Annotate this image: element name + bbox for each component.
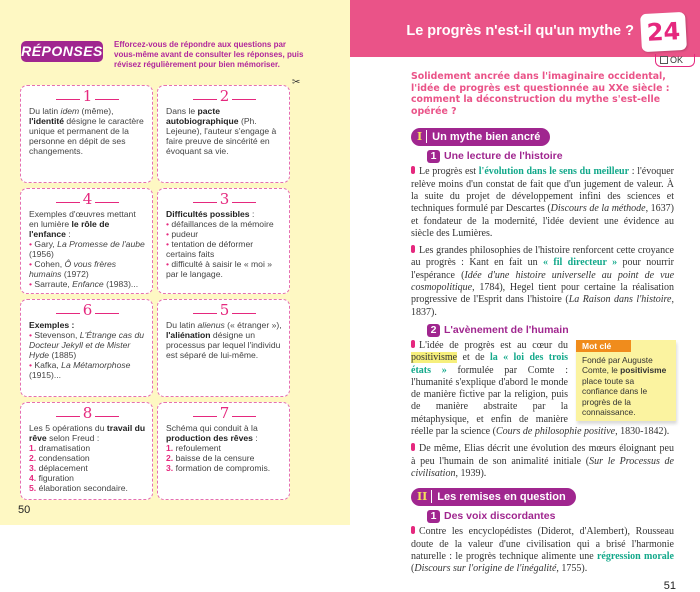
text: Exemples d'œuvres mettant en lumière <box>29 209 136 229</box>
text: selon Freud : <box>46 433 100 443</box>
page-title: Le progrès n'est-il qu'un mythe ? <box>406 23 634 39</box>
bullet-icon <box>411 245 415 253</box>
ok-checkbox[interactable] <box>655 54 695 67</box>
text: Cours de philosophie positive <box>495 426 616 438</box>
text: Stevenson, <box>34 330 80 340</box>
card-number: 1 <box>29 88 146 104</box>
subheading-number: 1 <box>427 150 440 163</box>
list-item: • Gary, La Promesse de l'aube (1956) <box>29 239 145 259</box>
text: L'Étrange cas du Docteur Jekyll et de Mister Hyde <box>29 330 145 360</box>
text: l'aliénation <box>166 330 211 340</box>
card-number: 8 <box>29 405 146 421</box>
list-item: • Stevenson, L'Étrange cas du Docteur Jekyll et de Mister Hyde (1885) <box>29 330 145 360</box>
bullet-icon <box>411 340 415 348</box>
text: difficulté à saisir le « moi » par le langage. <box>166 259 273 279</box>
text: l'identité <box>29 116 64 126</box>
paragraph <box>411 245 674 319</box>
card-number: 2 <box>166 88 283 104</box>
paragraph <box>411 526 674 575</box>
text: Schéma qui conduit à la <box>166 423 258 433</box>
text: désigne un processus par lequel l'individu est séparé de lui-même. <box>166 330 281 360</box>
text: : <box>249 209 255 219</box>
heading-text: Les remises en question <box>437 491 566 504</box>
text: De même, Elias décrit une évolution des mœurs éloignant peu à peu l'humain de son animalité initiale ( <box>411 443 674 467</box>
text: (Ph. Lejeune), l'auteur s'engage à faire preuve de sincérité en évoquant sa vie. <box>166 116 277 156</box>
text: alienus <box>197 320 225 330</box>
list-item: • Cohen, Ô vous frères humains (1972) <box>29 259 117 279</box>
answer-card-5 <box>157 299 290 397</box>
subheading-number: 1 <box>427 510 440 523</box>
bullet-icon <box>411 526 415 534</box>
answer-card-2 <box>157 85 290 183</box>
text: Le progrès est <box>419 166 479 178</box>
answer-card-4 <box>20 188 153 294</box>
text: baisse de la censure <box>175 453 255 463</box>
text: Contre les encyclopédistes (Diderot, d'Alembert), Rousseau doute de la valeur d'une civilisation qui a brisé l'harmonie naturelle : le progrès technique alimente une <box>411 526 674 562</box>
text: (1915)... <box>29 370 62 380</box>
key-term: la « loi des trois états » <box>411 352 568 376</box>
text: place toute sa confiance dans le progrès de la connaissance. <box>582 375 648 417</box>
card-number: 6 <box>29 302 146 318</box>
text: , 1784), Hegel tient pour certaine la réalisation progressive de l'Esprit dans l'histoire ( <box>411 282 674 306</box>
text: Sur le Processus de civilisation <box>411 455 674 479</box>
heading-text: Des voix discordantes <box>444 510 556 523</box>
text: (1885) <box>49 350 77 360</box>
text: , 1939). <box>455 467 487 479</box>
text: Sarraute, <box>34 279 73 289</box>
text: Discours de la méthode <box>550 203 646 215</box>
answer-card-3 <box>157 188 290 294</box>
text: figuration <box>38 473 74 483</box>
list-item: 3. déplacement <box>29 463 88 473</box>
text: Exemples : <box>29 320 75 330</box>
text: pacte autobiographique <box>166 106 239 126</box>
bullet-icon <box>411 443 415 451</box>
answer-card-6 <box>20 299 153 397</box>
answer-card-8 <box>20 402 153 500</box>
text: ( <box>411 563 415 575</box>
paragraph <box>411 443 674 480</box>
text: La Promesse de l'aube <box>57 239 145 249</box>
text: désigne le caractère unique et permanent de la personne en dépit de ses changements. <box>29 116 144 156</box>
text: le rôle de l'enfance <box>29 219 110 239</box>
text: Difficultés possibles <box>166 209 250 219</box>
card-number: 5 <box>166 302 283 318</box>
text: L'idée de progrès est au cœur du <box>419 339 568 351</box>
list-item: 2. baisse de la censure <box>166 453 255 463</box>
text: Les grandes philosophies de l'histoire renforcent cette croyance au progrès : Kant en fait un <box>411 245 674 269</box>
list-item: • difficulté à saisir le « moi » par le langage. <box>166 259 273 279</box>
card-number: 7 <box>166 405 283 421</box>
text: Les 5 opérations du <box>29 423 107 433</box>
text: , 1837). <box>411 294 674 318</box>
key-term: l'évolution dans le sens du meilleur <box>478 166 630 178</box>
text: travail du rêve <box>29 423 146 443</box>
content-column <box>411 71 674 592</box>
text: tentation de déformer certains faits <box>166 239 254 259</box>
scissors-icon: ✂ <box>292 77 301 88</box>
text: (« étranger »), <box>224 320 282 330</box>
text: (même), <box>79 106 114 116</box>
text: production des rêves <box>166 433 253 443</box>
list-item: 1. dramatisation <box>29 443 91 453</box>
list-item: 4. figuration <box>29 473 74 483</box>
subheading-1-1 <box>427 150 674 163</box>
right-page <box>350 0 700 592</box>
section-heading-1 <box>411 128 550 146</box>
text: refoulement <box>175 443 221 453</box>
text: : l'évoquer relève moins d'un constat de fait que d'un jugement de valeur. À la suite du projet de développement infini des sciences et techniques formulé par Descartes ( <box>411 166 674 215</box>
text: Du latin <box>29 106 61 116</box>
intro-question: Solidement ancrée dans l'imaginaire occidental, l'idée de progrès est questionnée au XXe siècle : comment la déconstruction du mythe s'est-elle opérée ? <box>411 71 670 117</box>
subheading-1-2 <box>427 324 674 337</box>
answer-card-7 <box>157 402 290 500</box>
list-item: • défaillances de la mémoire <box>166 219 274 229</box>
subheading-2-1 <box>427 510 674 523</box>
subheading-number: 2 <box>427 324 440 337</box>
text: idem <box>60 106 80 116</box>
text: formulée par Comte : l'humanité s'explique d'abord le monde de manière fictive par la religion, puis de manière abstraite par la métaphysique, et enfin de manière réelle par la science ( <box>411 364 568 438</box>
text: (1983)... <box>103 279 139 289</box>
text: pudeur <box>171 229 199 239</box>
text: (1972) <box>61 269 89 279</box>
roman-numeral: I <box>417 130 427 143</box>
list-item: • Kafka, La Métamorphose (1915)... <box>29 360 131 380</box>
list-item: 1. refoulement <box>166 443 221 453</box>
text: et de <box>457 352 490 364</box>
paragraph <box>411 166 674 240</box>
text: Ô vous frères humains <box>29 259 117 279</box>
text: formation de compromis. <box>175 463 271 473</box>
highlighted-term: positivisme <box>411 352 458 364</box>
text: La Métamorphose <box>61 360 131 370</box>
section-heading-2 <box>411 488 576 506</box>
paragraph <box>411 340 674 438</box>
bullet-icon <box>411 166 415 174</box>
text: : <box>65 229 71 239</box>
list-item: • pudeur <box>166 229 199 239</box>
text: La Raison dans l'histoire <box>568 294 672 306</box>
card-number: 4 <box>29 191 146 207</box>
key-term: régression morale <box>596 550 674 562</box>
list-item: • tentation de déformer certains faits <box>166 239 254 259</box>
card-number: 3 <box>166 191 283 207</box>
text: condensation <box>38 453 90 463</box>
roman-numeral: II <box>417 490 432 503</box>
answer-cards <box>20 85 290 500</box>
text: , 1755). <box>556 563 588 575</box>
text: Kafka, <box>34 360 62 370</box>
text: (1956) <box>29 249 54 259</box>
keyword-label: Mot clé <box>576 340 631 352</box>
page-number-left: 50 <box>18 504 31 516</box>
list-item: 3. formation de compromis. <box>166 463 271 473</box>
checkbox-icon[interactable] <box>660 56 668 64</box>
instructions: Efforcez-vous de répondre aux questions par vous-même avant de consulter les réponses, puis révisez régulièrement pour bien mémoriser. <box>114 40 304 69</box>
text: pour nourrir l'espérance ( <box>411 257 674 281</box>
reponses-label: RÉPONSES <box>21 41 103 62</box>
list-item: 2. condensation <box>29 453 90 463</box>
heading-text: Un mythe bien ancré <box>432 131 541 144</box>
heading-text: L'avènement de l'humain <box>444 323 569 336</box>
text: Gary, <box>34 239 58 249</box>
list-item: • Sarraute, Enfance (1983)... <box>29 279 139 289</box>
text: Dans le <box>166 106 198 116</box>
keyword-box <box>576 340 676 421</box>
heading-text: Une lecture de l'histoire <box>444 150 563 163</box>
chapter-badge: 24 <box>640 12 687 52</box>
text: déplacement <box>38 463 88 473</box>
text: Fondé par Auguste Comte, le <box>582 354 653 376</box>
text: , 1637) et fondateur de la modernité, l'idée devient une évidence au siècle des Lumières. <box>411 203 674 239</box>
list-item: 5. élaboration secondaire. <box>29 483 128 493</box>
text: Du latin <box>166 320 198 330</box>
text: dramatisation <box>38 443 91 453</box>
left-page <box>0 0 350 525</box>
answer-card-1 <box>20 85 153 183</box>
text: Cohen, <box>34 259 65 269</box>
text: élaboration secondaire. <box>38 483 128 493</box>
text: Enfance <box>72 279 104 289</box>
text: Idée d'une histoire universelle au point de vue cosmopolitique <box>411 269 675 294</box>
text: Discours sur l'origine de l'inégalité <box>414 563 557 575</box>
text: défaillances de la mémoire <box>171 219 274 229</box>
ok-label: OK <box>670 55 684 65</box>
page-number-right: 51 <box>663 580 676 592</box>
text: , 1830-1842). <box>615 426 670 438</box>
key-term: « fil directeur » <box>543 257 618 269</box>
text: positivisme <box>620 365 667 376</box>
text: : <box>252 433 258 443</box>
